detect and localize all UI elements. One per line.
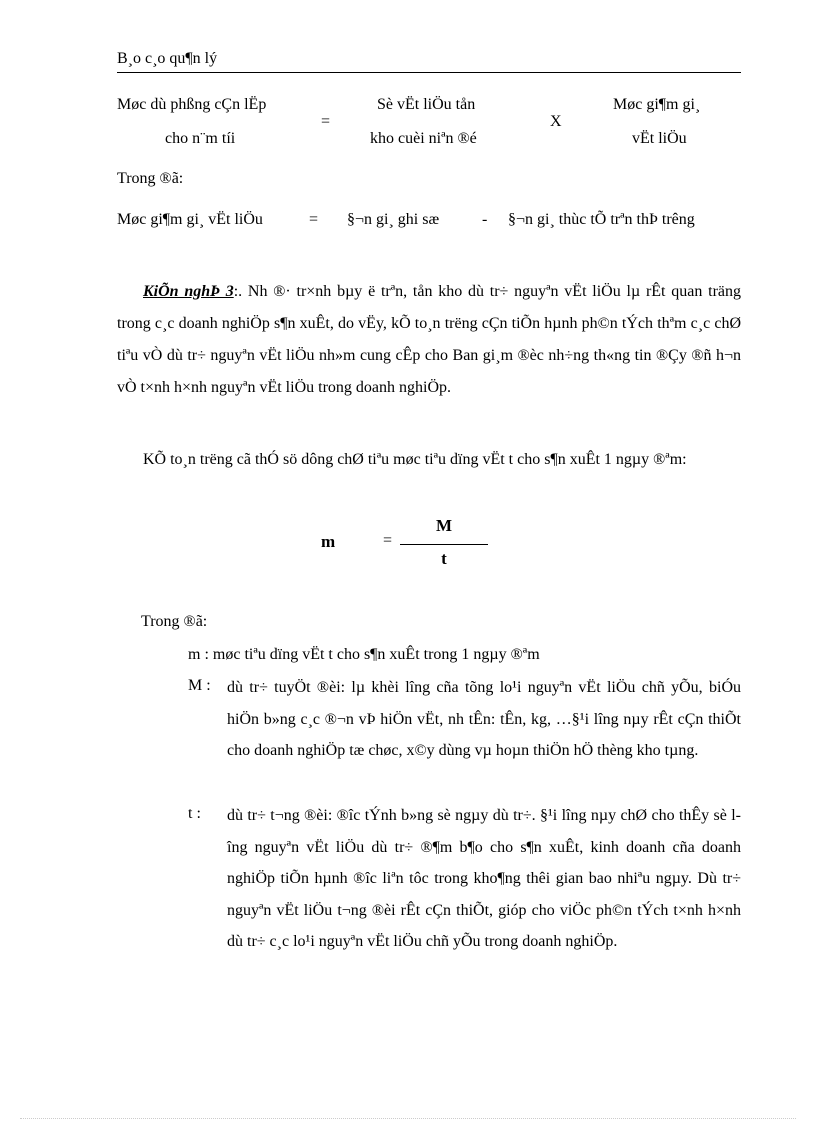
- trong-do-2: Trong ®ã:: [141, 613, 208, 630]
- formula2-b: §¬n gi¸ thùc tÕ trªn thÞ trêng: [508, 211, 695, 228]
- paragraph-2: KÕ to¸n trëng cã thÓ sö dông chØ tiªu møc tiªu dïng vËt t cho s¶n xuÊt 1 ngµy ®ªm:: [143, 451, 687, 468]
- page-header: [117, 50, 741, 73]
- formula3-equals: =: [383, 532, 393, 549]
- formula3-numerator: M: [435, 516, 453, 535]
- def-M-text: [227, 672, 741, 767]
- formula3-left: m: [321, 532, 336, 551]
- def-t-body: dù tr÷ t¬ng ®èi: ®îc tÝnh b»ng sè ngµy dù tr÷. §¹i lîng nµy chØ cho thÊy sè lîng nguyªn vËt liÖu dù tr÷ ®¶m b¶o cho s¶n xuÊt, kinh doanh cña doanh nghiÖp tiÕn hµnh ®îc liªn tôc trong kho¶ng thêi gian bao nhiªu ngµy. Dù tr÷ nguyªn vËt liÖu t¬ng ®èi rÊt cÇn thiÕt, gióp cho viÖc ph©n tÝch t×nh h×nh dù tr÷ c¸c lo¹i nguyªn vËt liÖu chñ yÕu trong doanh nghiÖp.: [227, 807, 741, 950]
- header-title: B¸o c¸o qu¶n lý: [117, 50, 218, 67]
- def-t-label: t :: [188, 805, 201, 822]
- formula2-minus: -: [482, 211, 488, 228]
- formula1-mid-line2: kho cuèi niªn ®é: [370, 130, 477, 147]
- trong-do-1: Trong ®ã:: [117, 170, 184, 187]
- def-M-label: M :: [188, 677, 211, 694]
- formula3-denominator: t: [441, 549, 447, 568]
- formula1-left-line2: cho n¨m tíi: [165, 130, 236, 147]
- formula1-left-line1: Møc dù phßng cÇn lËp: [117, 96, 267, 113]
- formula1-mid-line1: Sè vËt liÖu tån: [377, 96, 476, 113]
- formula1-times: X: [550, 113, 562, 130]
- kiennghi-text: :. Nh ®· tr×nh bµy ë trªn, tån kho dù tr÷ nguyªn vËt liÖu lµ rÊt quan träng trong c¸c doanh nghiÖp s¶n xuÊt, do vËy, kÕ to¸n trëng cÇn tiÕn hµnh ph©n tÝch thªm c¸c chØ tiªu vÒ dù tr÷ nguyªn vËt liÖu nh»m cung cÊp cho Ban gi¸m ®èc nh÷ng th«ng tin ®Çy ®ñ h¬n vÒ t×nh h×nh nguyªn vËt liÖu trong doanh nghiÖp.: [117, 283, 742, 396]
- formula1-equals: =: [321, 113, 331, 130]
- def-m: m : møc tiªu dïng vËt t cho s¶n xuÊt trong 1 ngµy ®ªm: [188, 646, 540, 663]
- def-t-text: [227, 800, 741, 958]
- formula1-right-line1: Møc gi¶m gi¸: [613, 96, 701, 113]
- page-bottom-border: [20, 1118, 796, 1119]
- formula2-left: Møc gi¶m gi¸ vËt liÖu: [117, 211, 263, 228]
- kiennghi-paragraph: [117, 276, 741, 404]
- kiennghi-label: KiÕn nghÞ 3: [143, 283, 234, 300]
- formula2-equals: =: [309, 211, 319, 228]
- formula2-a: §¬n gi¸ ghi sæ: [347, 211, 440, 228]
- fraction-line: [400, 544, 488, 545]
- def-M-body: dù tr÷ tuyÖt ®èi: lµ khèi lîng cña tõng lo¹i nguyªn vËt liÖu chñ yÕu, biÓu hiÖn b»ng c¸c ®¬n vÞ hiÖn vËt, nh tÊn: tÊn, kg, …§¹i lîng nµy rÊt cÇn thiÕt cho doanh nghiÖp tæ chøc, x©y dùng vµ hoµn thiÖn hÖ thèng kho tµng.: [227, 679, 741, 759]
- formula1-right-line2: vËt liÖu: [632, 130, 687, 147]
